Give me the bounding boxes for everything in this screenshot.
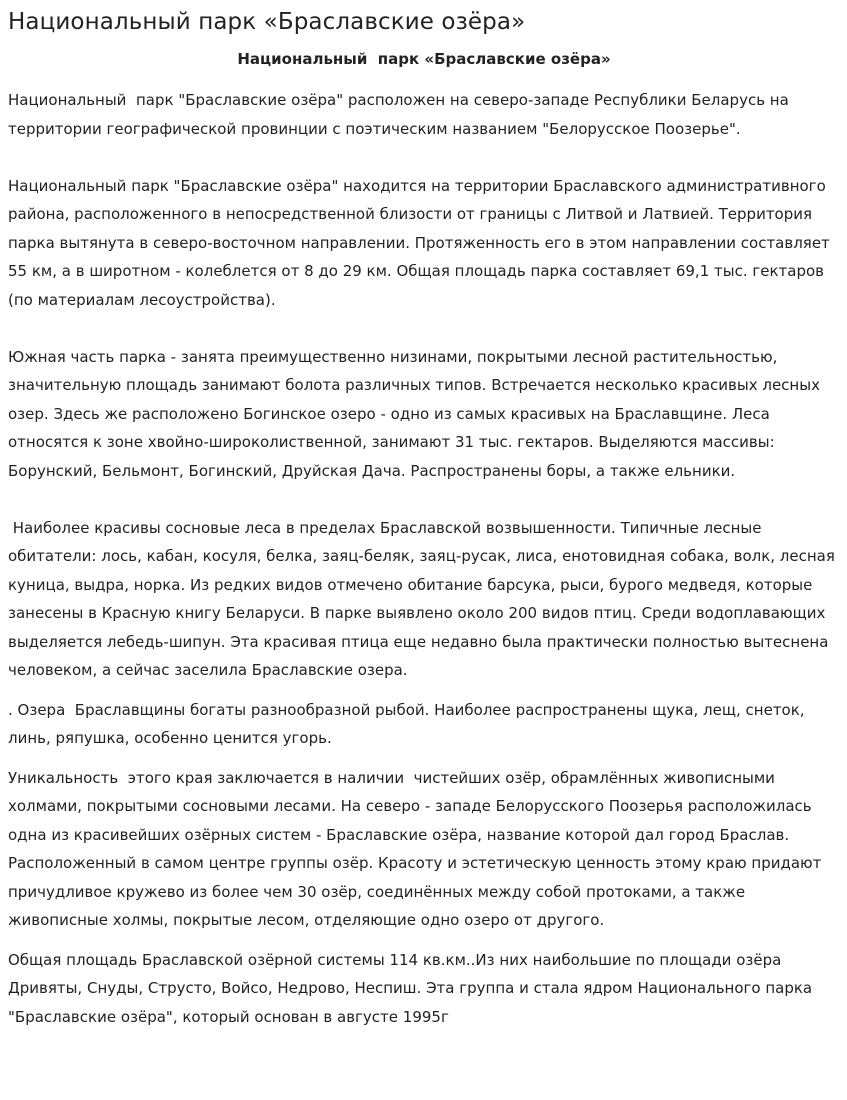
paragraph-fauna: Наиболее красивы сосновые леса в пределах Браславской возвышенности. Типичные лесные обитатели: лось, кабан, косуля, белка, заяц-беляк, заяц-русак, лиса, енотовидная собака, волк, лесная куница, выдра, норка. Из редких видов отмечено обитание барсука, рыси, бурого медведя, которые занесены в Красную книгу Беларуси. В парке выявлено около 200 видов птиц. Среди водоплавающих выделяется лебедь-шипун. Эта красивая птица еще недавно была практически полностью вытеснена человеком, а сейчас заселила Браславские озера.	[8, 518, 840, 679]
paragraph-spacer	[8, 143, 842, 172]
paragraph-uniqueness: Уникальность этого края заключается в наличии чистейших озёр, обрамлённых живописными холмами, покрытыми сосновыми лесами. На северо - западе Белорусского Поозерья расположилась одна из красивейших озёрных систем - Браславские озёра, название которой дал город Браслав. Расположенный в самом центре группы озёр. Красоту и эстетическую ценность этому краю придают причудливое кружево из более чем 30 озёр, соединённых между собой протоками, а также живописные холмы, покрытые лесом, отделяющие одно озеро от другого.	[8, 768, 827, 929]
paragraph-spacer	[8, 314, 842, 343]
paragraph-spacer	[8, 935, 842, 946]
paragraph-spacer	[8, 753, 842, 764]
paragraph-south-part: Южная часть парка - занята преимущественно низинами, покрытыми лесной растительностью, значительную площадь занимают болота различных типов. Встречается несколько красивых лесных озер. Здесь же расположено Богинское озеро - одно из самых красивых на Браславщине. Леса относятся к зоне хвойно-широколиственной, занимают 31 тыс. гектаров. Выделяются массивы: Борунский, Бельмонт, Богинский, Друйская Дача. Распространены боры, а также ельники.	[8, 347, 825, 480]
paragraph-territory: Национальный парк "Браславские озёра" находится на территории Браславского административного района, расположенного в непосредственной близости от границы с Литвой и Латвией. Территория парка вытянута в северо-восточном направлении. Протяженность его в этом направлении составляет 55 км, а в широтном - колеблется от 8 до 29 км. Общая площадь парка составляет 69,1 тыс. гектаров (по материалам лесоустройства).	[8, 176, 835, 309]
paragraph-fish: . Озера Браславщины богаты разнообразной рыбой. Наиболее распространены щука, лещ, снеток, линь, ряпушка, особенно ценится угорь.	[8, 700, 810, 747]
paragraph-location: Национальный парк "Браславские озёра" расположен на северо-западе Республики Беларусь на территории географической провинции с поэтическим названием "Белорусское Поозерье".	[8, 91, 794, 138]
paragraph-spacer	[8, 485, 842, 514]
page-title: Национальный парк «Браславские озёра»	[8, 9, 526, 35]
article-subtitle: Национальный парк «Браславские озёра»	[237, 50, 611, 68]
article-body	[8, 86, 842, 1031]
paragraph-spacer	[8, 685, 842, 696]
paragraph-lake-system: Общая площадь Браславской озёрной системы 114 кв.км..Из них наибольшие по площади озёра Дривяты, Снуды, Струсто, Войсо, Недрово, Неспиш. Эта группа и стала ядром Национального парка "Браславские озёра", который основан в августе 1995г	[8, 950, 817, 1026]
